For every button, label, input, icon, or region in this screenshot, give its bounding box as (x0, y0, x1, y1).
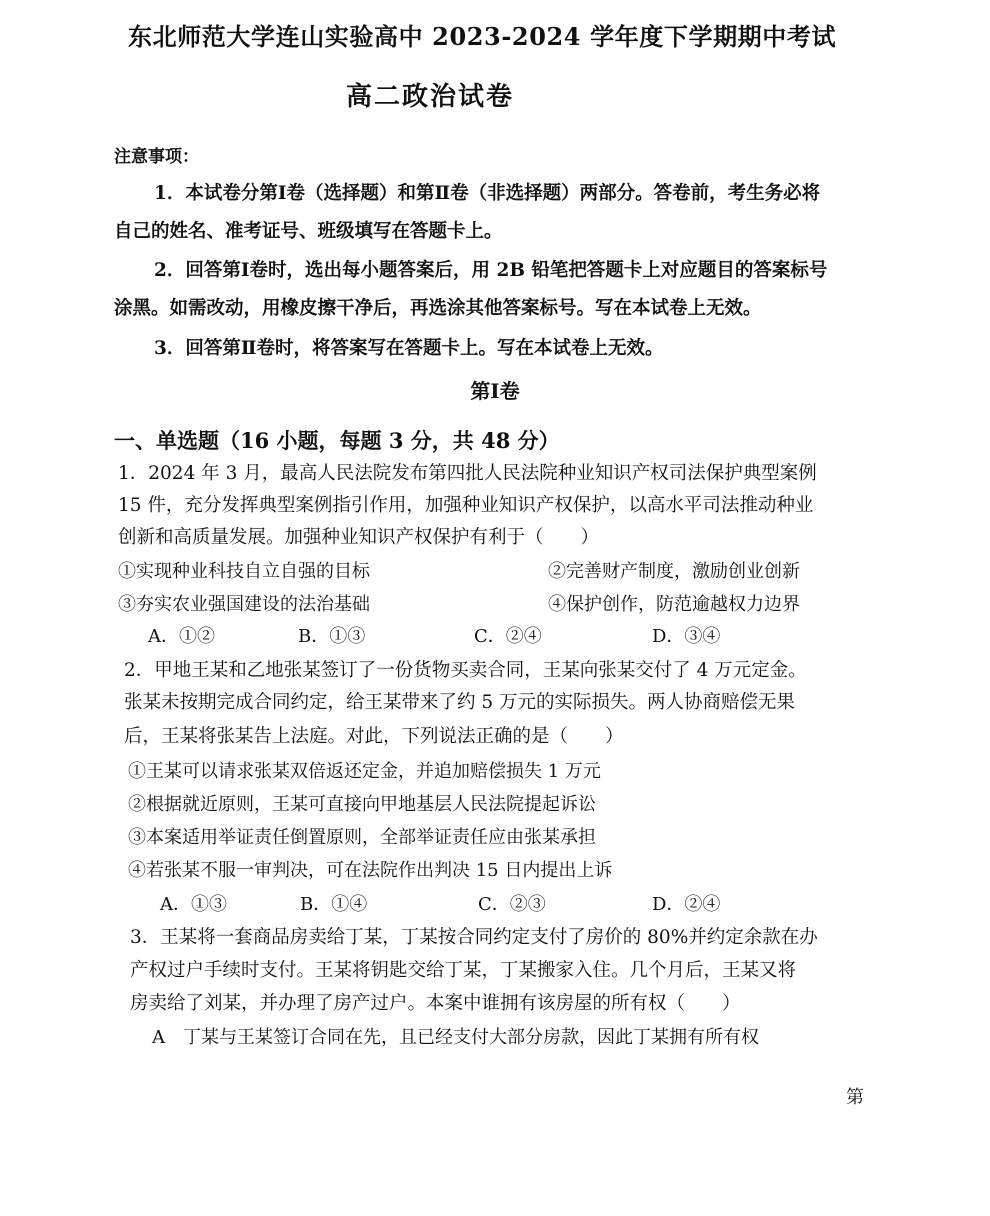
q1-statement-2: ②完善财产制度，激励创业创新 (548, 561, 800, 582)
notice-item-1-line-2: 自己的姓名、准考证号、班级填写在答题卡上。 (114, 221, 503, 242)
q2-option-c: C．②③ (478, 894, 546, 915)
q3-stem-line-1: 3．王某将一套商品房卖给丁某，丁某按合同约定支付了房价的 80%并约定余款在办 (130, 927, 818, 948)
q2-statement-2: ②根据就近原则，王某可直接向甲地基层人民法院提起诉讼 (128, 794, 596, 815)
q1-statement-3: ③夯实农业强国建设的法治基础 (118, 594, 370, 615)
notice-heading: 注意事项： (114, 147, 199, 167)
notice-item-3: 3．回答第Ⅱ卷时，将答案写在答题卡上。写在本试卷上无效。 (154, 338, 664, 359)
q2-option-a: A．①③ (160, 894, 227, 915)
notice-item-2-line-1: 2．回答第Ⅰ卷时，选出每小题答案后，用 2B 铅笔把答题卡上对应题目的答案标号 (154, 260, 828, 281)
volume-title: 第Ⅰ卷 (470, 379, 520, 403)
q1-stem-line-1: 1．2024 年 3 月，最高人民法院发布第四批人民法院种业知识产权司法保护典型案例 (118, 463, 817, 484)
q2-statement-3: ③本案适用举证责任倒置原则，全部举证责任应由张某承担 (128, 827, 596, 848)
q2-stem-line-2: 张某未按期完成合同约定，给王某带来了约 5 万元的实际损失。两人协商赔偿无果 (124, 692, 796, 713)
q1-statement-4: ④保护创作，防范逾越权力边界 (548, 594, 800, 615)
exam-title: 高二政治试卷 (345, 82, 514, 112)
q1-option-d: D．③④ (652, 626, 721, 647)
q2-statement-4: ④若张某不服一审判决，可在法院作出判决 15 日内提出上诉 (128, 860, 613, 881)
q3-stem-line-2: 产权过户手续时支付。王某将钥匙交给丁某，丁某搬家入住。几个月后，王某又将 (130, 960, 797, 981)
q2-stem-line-1: 2．甲地王某和乙地张某签订了一份货物买卖合同，王某向张某交付了 4 万元定金。 (124, 660, 807, 681)
q1-option-a: A．①② (148, 626, 215, 647)
q3-stem-line-3: 房卖给了刘某，并办理了房产过户。本案中谁拥有该房屋的所有权（ ） (130, 993, 741, 1014)
section-title: 一、单选题（16 小题，每题 3 分，共 48 分） (114, 428, 560, 453)
q2-statement-1: ①王某可以请求张某双倍返还定金，并追加赔偿损失 1 万元 (128, 761, 601, 782)
q1-option-b: B．①③ (298, 626, 366, 647)
notice-item-2-line-2: 涂黑。如需改动，用橡皮擦干净后，再选涂其他答案标号。写在本试卷上无效。 (114, 298, 762, 319)
q1-option-c: C．②④ (474, 626, 542, 647)
q1-stem-line-3: 创新和高质量发展。加强种业知识产权保护有利于（ ） (118, 527, 600, 548)
school-title: 东北师范大学连山实验高中 2023-2024 学年度下学期期中考试 (128, 22, 837, 51)
q1-statement-1: ①实现种业科技自立自强的目标 (118, 561, 370, 582)
q2-option-d: D．②④ (652, 894, 721, 915)
q1-stem-line-2: 15 件，充分发挥典型案例指引作用，加强种业知识产权保护，以高水平司法推动种业 (118, 495, 814, 516)
q3-option-a: A 丁某与王某签订合同在先，且已经支付大部分房款，因此丁某拥有所有权 (152, 1027, 759, 1048)
page-number-fragment: 第 (846, 1087, 864, 1108)
q2-stem-line-3: 后，王某将张某告上法庭。对此，下列说法正确的是（ ） (124, 726, 624, 747)
q2-option-b: B．①④ (300, 894, 368, 915)
notice-item-1-line-1: 1．本试卷分第Ⅰ卷（选择题）和第Ⅱ卷（非选择题）两部分。答卷前，考生务必将 (154, 183, 821, 204)
